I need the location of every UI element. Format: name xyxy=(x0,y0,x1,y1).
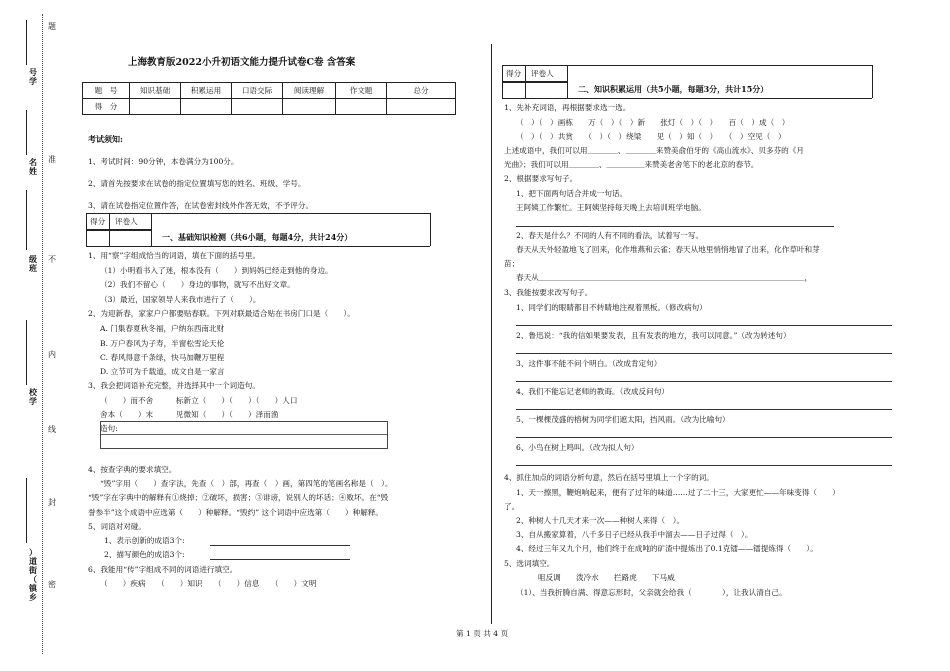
scorer-defen-label: 得分 xyxy=(90,217,106,226)
question-line: （ ）（ ）共赏 （ ）（ ）绕梁 见（ ）知（ ） （ ）空见（ ） xyxy=(516,132,786,141)
question-line: 2、为迎新春，家家户户都要贴春联。下列对联最适合贴在书房门口是（ ）。 xyxy=(88,309,355,318)
instruction-item: 2、请首先按要求在试卷的指定位置填写您的姓名、班级、学号。 xyxy=(88,179,306,188)
seal-char-mi: 密 xyxy=(48,580,56,589)
score-input-cell[interactable] xyxy=(283,99,336,115)
seal-char-bu: 不 xyxy=(48,255,56,264)
question-line: 3、自从搬家算着，八千多日子已经从我手中溜去——日子过得（ ）。 xyxy=(516,530,753,539)
answer-line[interactable] xyxy=(516,409,892,410)
seal-char-feng: 封 xyxy=(48,498,56,507)
scorer-pingjuan-label: 评卷人 xyxy=(115,217,138,226)
score-header-cell: 知识基础 xyxy=(130,83,181,99)
question-line: （3）最近，国家领导人来我市进行了（ ）。 xyxy=(100,295,261,304)
seal-char-xian: 线 xyxy=(48,425,56,434)
question-line: 2、春天是什么？不同的人有不同的看法，试着写一写。 xyxy=(516,231,704,240)
page-title: 上海教育版2022小升初语文能力提升试卷C卷 含答案 xyxy=(128,57,356,68)
question-line: 6、我能用“传”字组成不同的词语进行填空。 xyxy=(88,565,238,574)
question-line: 4、按查字典的要求填空。 xyxy=(88,465,177,474)
answer-divider xyxy=(101,434,387,435)
section1-heading: 一、基础知识检测（共6小题，每题4分，共计24分） xyxy=(162,232,353,242)
seal-line xyxy=(42,14,43,654)
question-line: （1）小明看书入了迷，根本没有（ ）到妈妈已经走到他的身边。 xyxy=(100,266,333,275)
seal-char-nei: 内 xyxy=(48,350,56,359)
question-line: 光曲》；我们可以用＿＿＿＿、＿＿＿＿＿来赞美老舍笔下的老北京的春节。 xyxy=(504,160,759,169)
scorer-input-box-1[interactable] xyxy=(86,229,152,247)
score-input-cell[interactable] xyxy=(181,99,232,115)
score-input-cell[interactable] xyxy=(130,99,181,115)
scorer-input-box-2[interactable] xyxy=(502,81,568,99)
answer-line[interactable] xyxy=(516,325,892,326)
question-line: 3、我会把词语补充完整，并选择其中一个词造句。 xyxy=(88,381,260,390)
question-line: 春天从天外轻盈地飞了回来，化作堆燕和云雀；春天从地里悄悄地冒了出来，化作草叶和芽 xyxy=(516,245,820,254)
question-line: “毁”字在字典中的解释有①烧掉；②破坏，损害；③诽谤，说别人的坏话；④败坏。在“毁 xyxy=(88,493,389,502)
question-line: 上述成语中，我们可以用＿＿＿＿、＿＿＿＿来赞美俞伯牙的《高山流水》、贝多芬的《月 xyxy=(504,146,804,155)
question-line: 5、选词填空。 xyxy=(504,559,555,568)
section2-heading: 二、知识积累运用（共5小题，每题3分，共计15分） xyxy=(578,84,769,94)
question-line: 2、描写颜色的成语3个: xyxy=(104,550,185,559)
question-line: （1）、当我折腾自满、得意忘形时，父亲就会给我（ ），让我认清自己。 xyxy=(516,588,787,597)
section2-bottom-rule xyxy=(502,98,872,99)
answer-line[interactable] xyxy=(516,226,834,227)
question-line: 3、这件事不能不问个明白。（改成肯定句） xyxy=(516,359,662,368)
question-line: 1、表示创新的成语3个: xyxy=(104,536,185,545)
scorer-divider xyxy=(525,66,526,82)
question-line: 1、先补充词语，再根据要求选一选。 xyxy=(504,103,631,112)
option-line: C. 春风得意千条绿，快马加鞭万里程 xyxy=(100,353,225,362)
section2-top-rule xyxy=(566,65,872,66)
score-header-cell: 积累运用 xyxy=(181,83,232,99)
question-line: 了。 xyxy=(504,502,520,511)
question-line: “毁”字用（ ）查字法，先查（ ）部，再查（ ）画，第四笔的笔画名称是（ ）。 xyxy=(100,479,393,488)
answer-line[interactable] xyxy=(516,381,892,382)
answer-line[interactable] xyxy=(516,353,892,354)
question-line: 6、小鸟在树上鸣叫。（改为拟人句） xyxy=(516,443,639,452)
section1-top-rule xyxy=(150,213,430,214)
question-line: 5、词语对对碰。 xyxy=(88,522,146,531)
question-line: 舍本（ ）末 见微知（ ）（ ）泽而渔 xyxy=(100,410,279,419)
question-line: 1、天一擦黑，鞭炮响起来，便有了过年的味道……过了二十三，大家更忙——年味变得（ ） xyxy=(516,488,840,497)
side-label-student-id: 号 学 xyxy=(29,67,37,86)
question-line: 1、同学们的眼睛都目不转睛地注视着黑板。（修改病句） xyxy=(516,303,707,312)
answer-line[interactable] xyxy=(210,545,350,546)
question-line: 春天从＿＿＿＿＿＿＿＿＿＿＿＿＿＿＿＿＿＿＿＿＿＿＿＿＿＿＿＿＿＿＿＿＿＿＿， xyxy=(516,273,813,282)
street-line xyxy=(26,478,27,543)
side-label-name: 名 姓 xyxy=(29,157,37,176)
scorer-divider xyxy=(109,230,110,246)
score-header-cell: 口语交际 xyxy=(232,83,283,99)
score-input-cell[interactable] xyxy=(387,99,456,115)
scorer-divider xyxy=(109,214,110,230)
score-table xyxy=(82,82,456,115)
class-line xyxy=(26,190,27,250)
section2-right-rule xyxy=(872,65,873,98)
question-line: 3、我能按要求改写句子。 xyxy=(504,288,593,297)
name-line xyxy=(26,110,27,155)
section1-right-rule xyxy=(430,213,431,246)
school-line xyxy=(26,320,27,385)
sentence-answer-box[interactable] xyxy=(100,421,388,449)
question-line: 1、把下面两句话合并成一句话。 xyxy=(516,189,628,198)
score-header-cell: 作文题 xyxy=(336,83,387,99)
option-line: B. 万户春风为子寿，半窗松雪论天伦 xyxy=(100,339,225,348)
score-header-cell: 总分 xyxy=(387,83,456,99)
question-line: 誉参半”这个成语中应选第（ ）种解释。“毁约” 这个词语中应选第（ ）种解释。 xyxy=(88,508,384,517)
question-line: 2、种树人十几天才来一次——种树人来得（ ）。 xyxy=(516,516,685,525)
word-choices: 咀反调 泼冷水 拦路虎 下马威 xyxy=(538,573,675,582)
instruction-item: 3、请在试卷指定位置作答，在试卷密封线外作答无效，不予评分。 xyxy=(88,201,314,210)
scorer-defen-label: 得分 xyxy=(506,69,522,78)
page-footer: 第 1 页 共 4 页 xyxy=(456,629,509,638)
column-divider xyxy=(491,44,492,624)
question-line: 4、我们不能忘记老师的教诲。（改成反问句） xyxy=(516,387,669,396)
question-line: 4、抓住加点的词语分析句意，然后在括号里填上一个字的词。 xyxy=(504,473,714,482)
question-line: 王阿姨工作繁忙。王阿姨坚持每天晚上去培训班学电脑。 xyxy=(516,203,706,212)
side-label-school: 校 学 xyxy=(29,387,37,406)
question-line: 4、经过三年又九个月，他们终于在成吨的矿渣中提炼出了0.1克镭——镭提炼得（ ）。 xyxy=(516,544,818,553)
answer-line[interactable] xyxy=(516,465,892,466)
question-line: 1、用“察”字组成恰当的词语，填在下面的括号里。 xyxy=(88,251,261,260)
seal-char-zhun: 准 xyxy=(48,155,56,164)
question-line: 造句: xyxy=(100,424,118,433)
question-line: （ ）而不舍 标新立（ ）（ ）（ ）人口 xyxy=(100,396,298,405)
answer-line[interactable] xyxy=(516,437,892,438)
question-line: 苗； xyxy=(504,259,520,268)
question-line: 5、一棵棵茂盛的榕树为同学们遮太阳，挡风雨。（改为比喻句） xyxy=(516,415,730,424)
question-line: （ ）（ ）画栋 万（ ）（ ）新 张灯（ ）（ ） 百（ ）成（ ） xyxy=(516,118,790,127)
scorer-divider xyxy=(525,82,526,98)
question-line: （ ）疾病 （ ）知识 （ ）信息 （ ）文明 xyxy=(100,579,317,588)
section1-bottom-rule xyxy=(86,246,430,247)
score-header-cell: 题 号 xyxy=(83,83,130,99)
option-line: D. 立节可为千载道，成文自是一家言 xyxy=(100,367,225,376)
side-label-street: ） 道 街 （ 镇 乡 xyxy=(29,547,37,602)
score-input-cell[interactable] xyxy=(232,99,283,115)
question-line: 2、根据要求写句子。 xyxy=(504,174,578,183)
side-label-class: 级 班 xyxy=(29,254,37,273)
instruction-item: 1、考试时间：90分钟，本卷满分为100分。 xyxy=(88,157,239,166)
scorer-pingjuan-label: 评卷人 xyxy=(531,69,554,78)
student-id-line xyxy=(26,20,27,65)
seal-char-ti: 题 xyxy=(48,22,56,31)
score-input-cell[interactable] xyxy=(336,99,387,115)
score-header-cell: 阅读理解 xyxy=(283,83,336,99)
instructions-heading: 考试须知: xyxy=(88,134,123,144)
question-line: 2、鲁迅说：“我的信如果要发表，且有发表的地方，我可以同意。”（改为转述句） xyxy=(516,331,791,340)
score-row-label: 得 分 xyxy=(83,99,130,115)
answer-line[interactable] xyxy=(210,559,350,560)
question-line: （2）我们不留心（ ）身边的事物，就写不出好文章。 xyxy=(100,280,295,289)
option-line: A. 门集春夏秋冬福，户纳东西南北财 xyxy=(100,324,225,333)
